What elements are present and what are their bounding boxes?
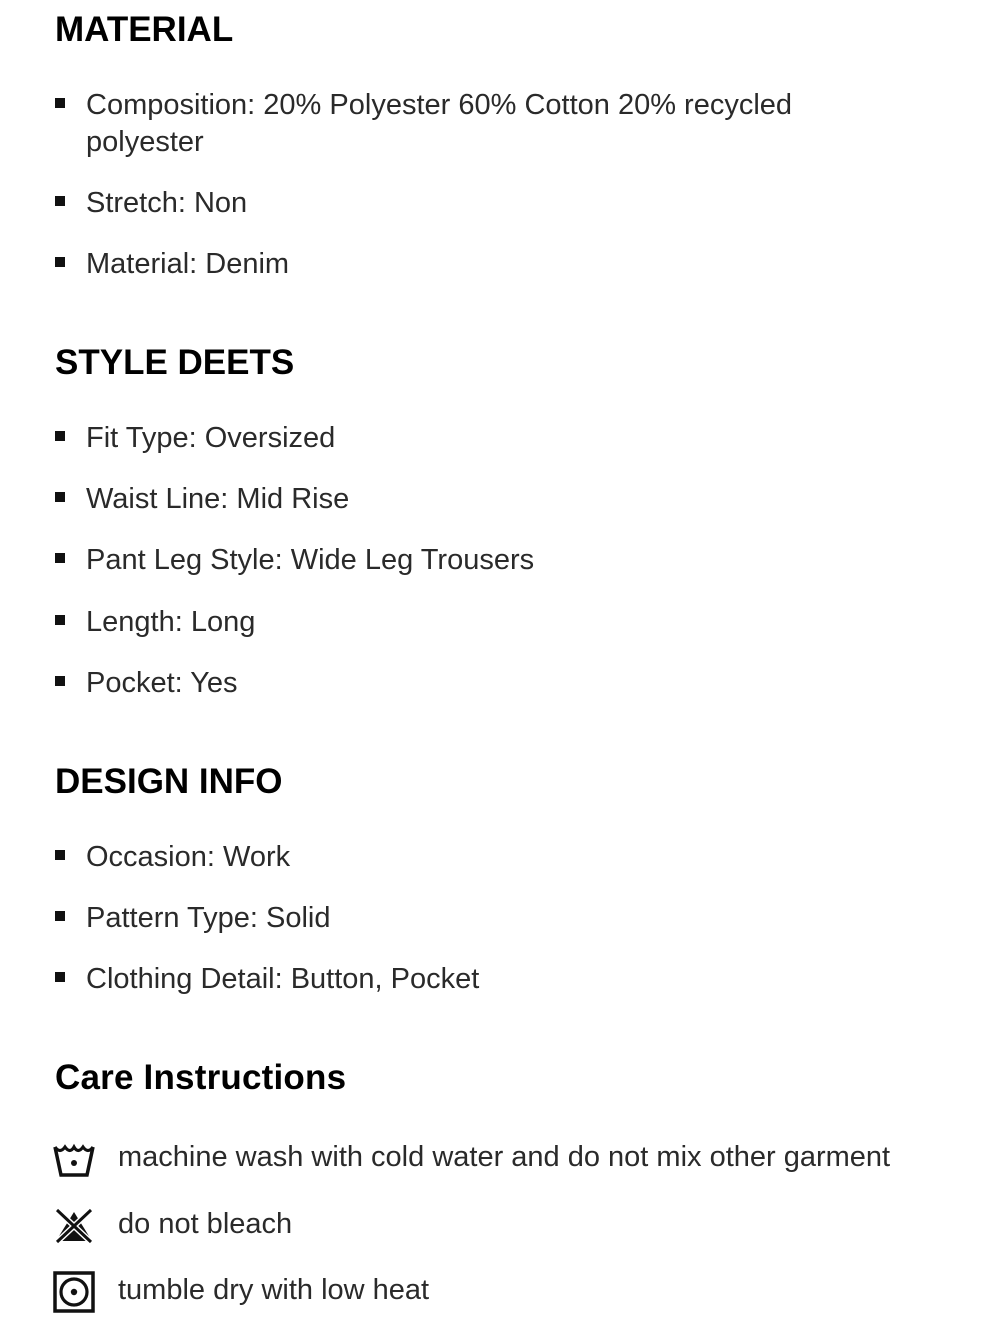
bullet-icon: [55, 196, 65, 206]
design-item-pattern-type: [55, 900, 795, 937]
care-item-text: machine wash with cold water and do not mix other garment: [118, 1141, 891, 1173]
material-item-label: Stretch: Non: [86, 187, 248, 219]
material-heading: MATERIAL: [55, 10, 234, 49]
material-item-label: Material: Denim: [86, 248, 290, 280]
style-item-label: Fit Type: Oversized: [86, 422, 336, 454]
bullet-icon: [55, 972, 65, 982]
style-item-label: Pocket: Yes: [86, 667, 238, 699]
material-item-material: [55, 246, 795, 283]
bullet-icon: [55, 615, 65, 625]
style-item-label: Pant Leg Style: Wide Leg Trousers: [86, 544, 535, 576]
bullet-icon: [55, 431, 65, 441]
design-item-label: Occasion: Work: [86, 841, 291, 873]
design-item-occasion: [55, 839, 795, 876]
bullet-icon: [55, 850, 65, 860]
bullet-icon: [55, 98, 65, 108]
care-item-dry: [52, 1270, 992, 1314]
bullet-icon: [55, 676, 65, 686]
bullet-icon: [55, 911, 65, 921]
bullet-icon: [55, 492, 65, 502]
design-info-heading: DESIGN INFO: [55, 762, 283, 801]
bullet-icon: [55, 257, 65, 267]
style-item-waist-line: [55, 481, 795, 518]
style-item-label: Length: Long: [86, 606, 256, 638]
style-deets-heading: STYLE DEETS: [55, 343, 295, 382]
care-item-bleach: [52, 1204, 992, 1248]
style-item-pant-leg-style: [55, 542, 795, 579]
style-item-length: [55, 604, 795, 641]
style-item-pocket: [55, 665, 795, 702]
care-item-text: do not bleach: [118, 1208, 293, 1240]
material-item-stretch: [55, 185, 795, 222]
care-item-wash: [52, 1137, 992, 1181]
care-item-text: tumble dry with low heat: [118, 1274, 430, 1306]
tumble-dry-low-icon: [52, 1270, 96, 1314]
style-item-label: Waist Line: Mid Rise: [86, 483, 350, 515]
bullet-icon: [55, 553, 65, 563]
care-instructions-heading: Care Instructions: [55, 1058, 347, 1097]
material-item-label: Composition: 20% Polyester 60% Cotton 20% recycled polyester: [86, 89, 793, 158]
do-not-bleach-icon: [52, 1204, 96, 1248]
material-item-composition: [55, 87, 795, 161]
design-item-clothing-detail: [55, 961, 795, 998]
design-item-label: Clothing Detail: Button, Pocket: [86, 963, 480, 995]
style-item-fit-type: [55, 420, 795, 457]
machine-wash-icon: [52, 1137, 96, 1181]
design-item-label: Pattern Type: Solid: [86, 902, 331, 934]
